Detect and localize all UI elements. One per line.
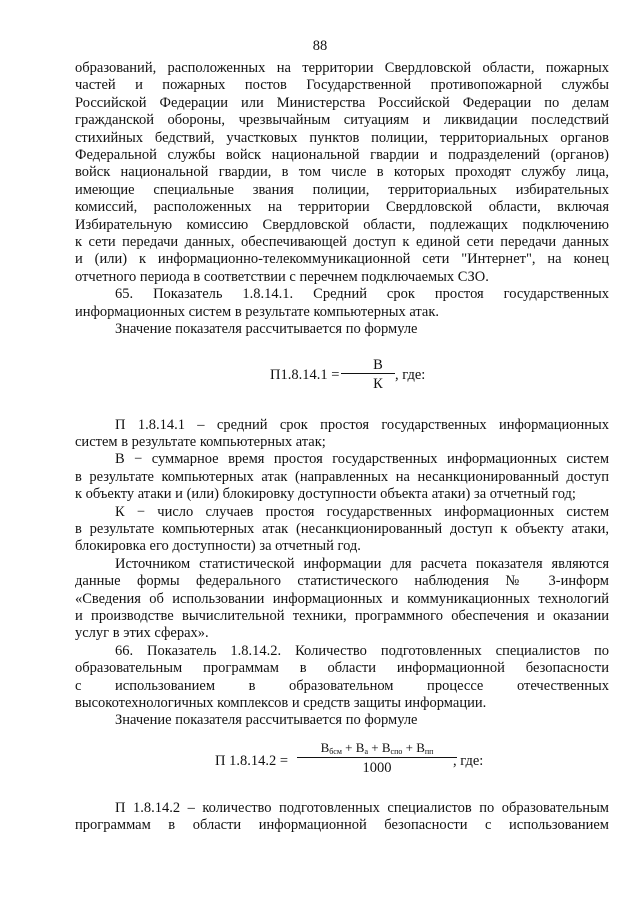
- formula-1-denominator: К: [373, 375, 383, 392]
- text-line: «Сведения об использовании информационных и коммуникационных технологий: [75, 590, 609, 607]
- text-line: в результате компьютерных атак (несанкционированный доступ к объекту атаки,: [75, 520, 609, 537]
- term: $В_{спо}$: [381, 739, 403, 756]
- text-line: Российской Федерации или Министерства Российской Федерации по делам: [75, 94, 609, 111]
- formula-1-lhs: П1.8.14.1 =: [270, 366, 340, 383]
- text-line: войск национальной гвардии, в том числе в которых проходят службу лица,: [75, 164, 609, 181]
- fraction-bar: [341, 373, 395, 374]
- item-65-paragraph: [75, 286, 609, 321]
- formula-1-numerator: В: [373, 356, 383, 373]
- plus-sign: +: [371, 739, 379, 755]
- definition-p2: [75, 800, 609, 835]
- text-line: 66. Показатель 1.8.14.2. Количество подготовленных специалистов по: [115, 642, 609, 659]
- text-line: данные формы федерального статистического наблюдения № 3-информ: [75, 573, 609, 590]
- formula-2: [75, 730, 609, 800]
- item-66-paragraph: [75, 643, 609, 713]
- term: $В_{пп}$: [416, 739, 434, 756]
- text-line: с использованием в образовательном процессе отечественных: [75, 677, 609, 694]
- text-line: к объекту атаки и (или) блокировку доступности объекта атаки) за отчетный год;: [75, 486, 576, 503]
- text-line: блокировка его доступности) за отчетный год.: [75, 538, 361, 555]
- definition-p1: [75, 417, 609, 452]
- plus-sign: +: [405, 739, 413, 755]
- text-line: образовательным программам в области информационной безопасности: [75, 660, 609, 677]
- text-line: имеющие специальные звания полиции, территориальных избирательных: [75, 181, 609, 198]
- text-line: частей и пожарных постов Государственной противопожарной службы: [75, 77, 609, 94]
- document-body: [75, 60, 609, 835]
- text-line: П 1.8.14.2 – количество подготовленных специалистов по образовательным: [115, 799, 609, 816]
- text-line: К − число случаев простоя государственных информационных систем: [115, 503, 609, 520]
- formula-1-tail: , где:: [395, 366, 426, 383]
- text-line: систем в результате компьютерных атак;: [75, 433, 326, 450]
- text-line: и производстве вычислительной техники, программного обеспечения и оказании: [75, 607, 609, 624]
- plus-sign: +: [345, 739, 353, 755]
- text-line: в результате компьютерных атак (направленных на несанкционированный доступ: [75, 468, 609, 485]
- text-line: и (или) к информационно-телекоммуникационной сети "Интернет", на конец: [75, 251, 609, 268]
- text-line: информационных систем в результате компьютерных атак.: [75, 303, 440, 320]
- page-number: 88: [312, 38, 328, 54]
- text-line: Федеральной службы войск национальной гвардии и подразделений (органов): [75, 147, 609, 164]
- definition-b: [75, 451, 609, 503]
- formula-2-lhs: П 1.8.14.2 =: [215, 752, 289, 769]
- fraction-bar: [297, 757, 457, 758]
- text-line: отчетного периода в соответствии с перечнем подключаемых СЗО.: [75, 268, 489, 285]
- paragraph-continuation: [75, 60, 609, 286]
- formula-intro-2: Значение показателя рассчитывается по формуле: [115, 712, 418, 729]
- text-line: Избирательную комиссию Свердловской области, подлежащих подключению: [75, 216, 609, 233]
- text-line: к сети передачи данных, обеспечивающей доступ к единой сети передачи данных: [75, 234, 609, 251]
- term: $В_{бсм}$: [320, 739, 342, 756]
- term: $В_а$: [355, 739, 368, 756]
- text-line: комиссий, расположенных на территории Свердловской области, включая: [75, 199, 609, 216]
- text-line: образований, расположенных на территории Свердловской области, пожарных: [75, 60, 609, 76]
- formula-2-tail: , где:: [453, 752, 484, 769]
- text-line: Источником статистической информации для расчета показателя являются: [115, 555, 609, 572]
- text-line: В − суммарное время простоя государственных информационных систем: [115, 451, 609, 468]
- text-line: стихийных бедствий, участковых пунктов полиции, территориальных органов: [75, 129, 609, 146]
- text-line: 65. Показатель 1.8.14.1. Средний срок простоя государственных: [115, 286, 609, 303]
- formula-2-denominator: 1000: [362, 759, 392, 776]
- formula-intro-1: Значение показателя рассчитывается по формуле: [115, 321, 418, 338]
- text-line: высокотехнологичных комплексов и средств защиты информации.: [75, 695, 487, 711]
- definition-k: [75, 504, 609, 556]
- text-line: П 1.8.14.1 – средний срок простоя государственных информационных: [115, 416, 609, 433]
- text-line: гражданской обороны, чрезвычайным ситуациям и ликвидации последствий: [75, 112, 609, 129]
- formula-1: [75, 339, 609, 417]
- text-line: программам в области информационной безопасности с использованием: [75, 817, 609, 834]
- text-line: услуг в этих сферах».: [75, 625, 209, 642]
- data-source-paragraph: [75, 556, 609, 643]
